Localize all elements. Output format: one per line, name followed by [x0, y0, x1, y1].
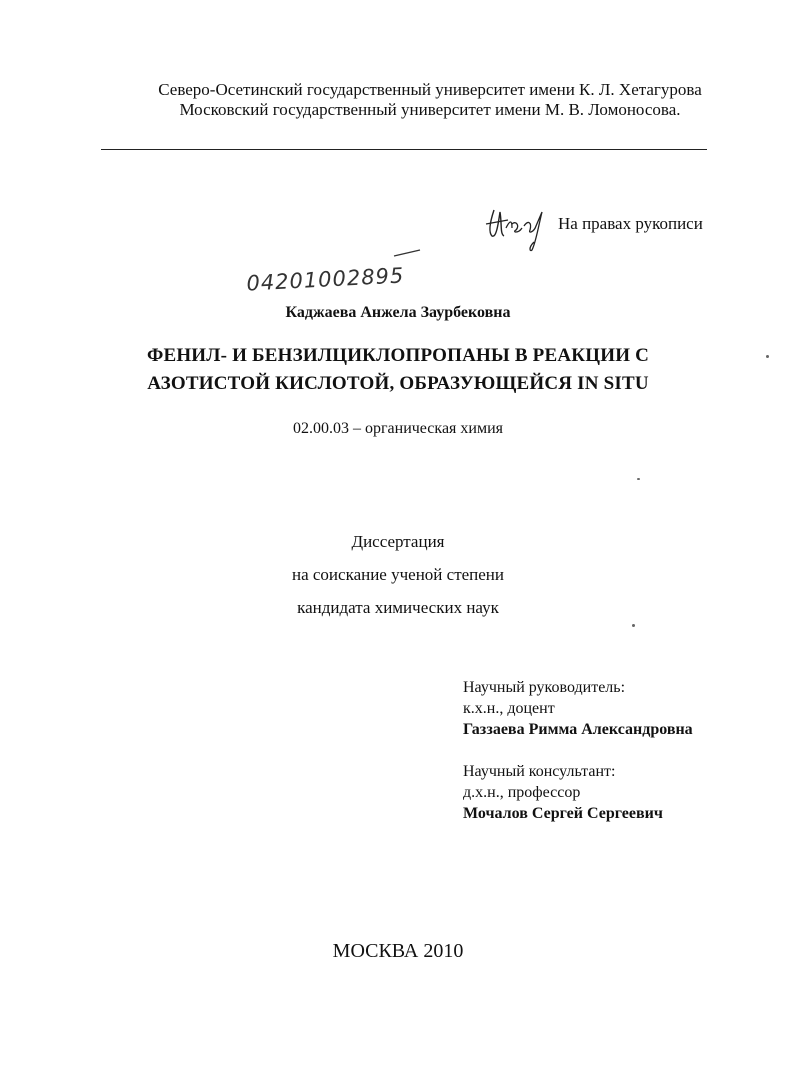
consultant-name: Мочалов Сергей Сергеевич: [463, 805, 663, 822]
specialty-code: 02.00.03 – органическая химия: [292, 420, 504, 437]
university-line-2: Московский государственный университет имени М. В. Ломоносова.: [179, 100, 681, 119]
author-name: Каджаева Анжела Заурбековна: [285, 304, 511, 321]
supervisor-role: Научный руководитель:: [463, 679, 626, 696]
university-line-1: Северо-Осетинский государственный университет имени К. Л. Хетагурова: [158, 80, 702, 99]
inventory-number-handwriting: [244, 248, 424, 296]
consultant-degree: д.х.н., профессор: [463, 784, 581, 801]
supervisor-name: Газзаева Римма Александровна: [463, 721, 693, 738]
consultant-role: Научный консультант:: [463, 763, 616, 780]
scan-speck: [637, 478, 640, 480]
dissertation-label: Диссертация: [351, 532, 445, 551]
signature-handwriting: [480, 198, 558, 254]
header-divider: [101, 149, 707, 150]
scan-speck: [766, 355, 769, 358]
scan-speck: [632, 624, 635, 627]
city-year: МОСКВА 2010: [332, 940, 464, 962]
degree-line-2: кандидата химических наук: [297, 598, 499, 617]
manuscript-rights-note: На правах рукописи: [558, 214, 703, 233]
thesis-title-line-1: ФЕНИЛ- И БЕНЗИЛЦИКЛОПРОПАНЫ В РЕАКЦИИ С: [146, 345, 650, 366]
degree-line-1: на соискание ученой степени: [291, 565, 505, 584]
svg-text:04201002895: 04201002895: [245, 263, 405, 296]
thesis-title-line-2: АЗОТИСТОЙ КИСЛОТОЙ, ОБРАЗУЮЩЕЙСЯ IN SITU: [147, 373, 649, 394]
supervisor-degree: к.х.н., доцент: [463, 700, 555, 717]
